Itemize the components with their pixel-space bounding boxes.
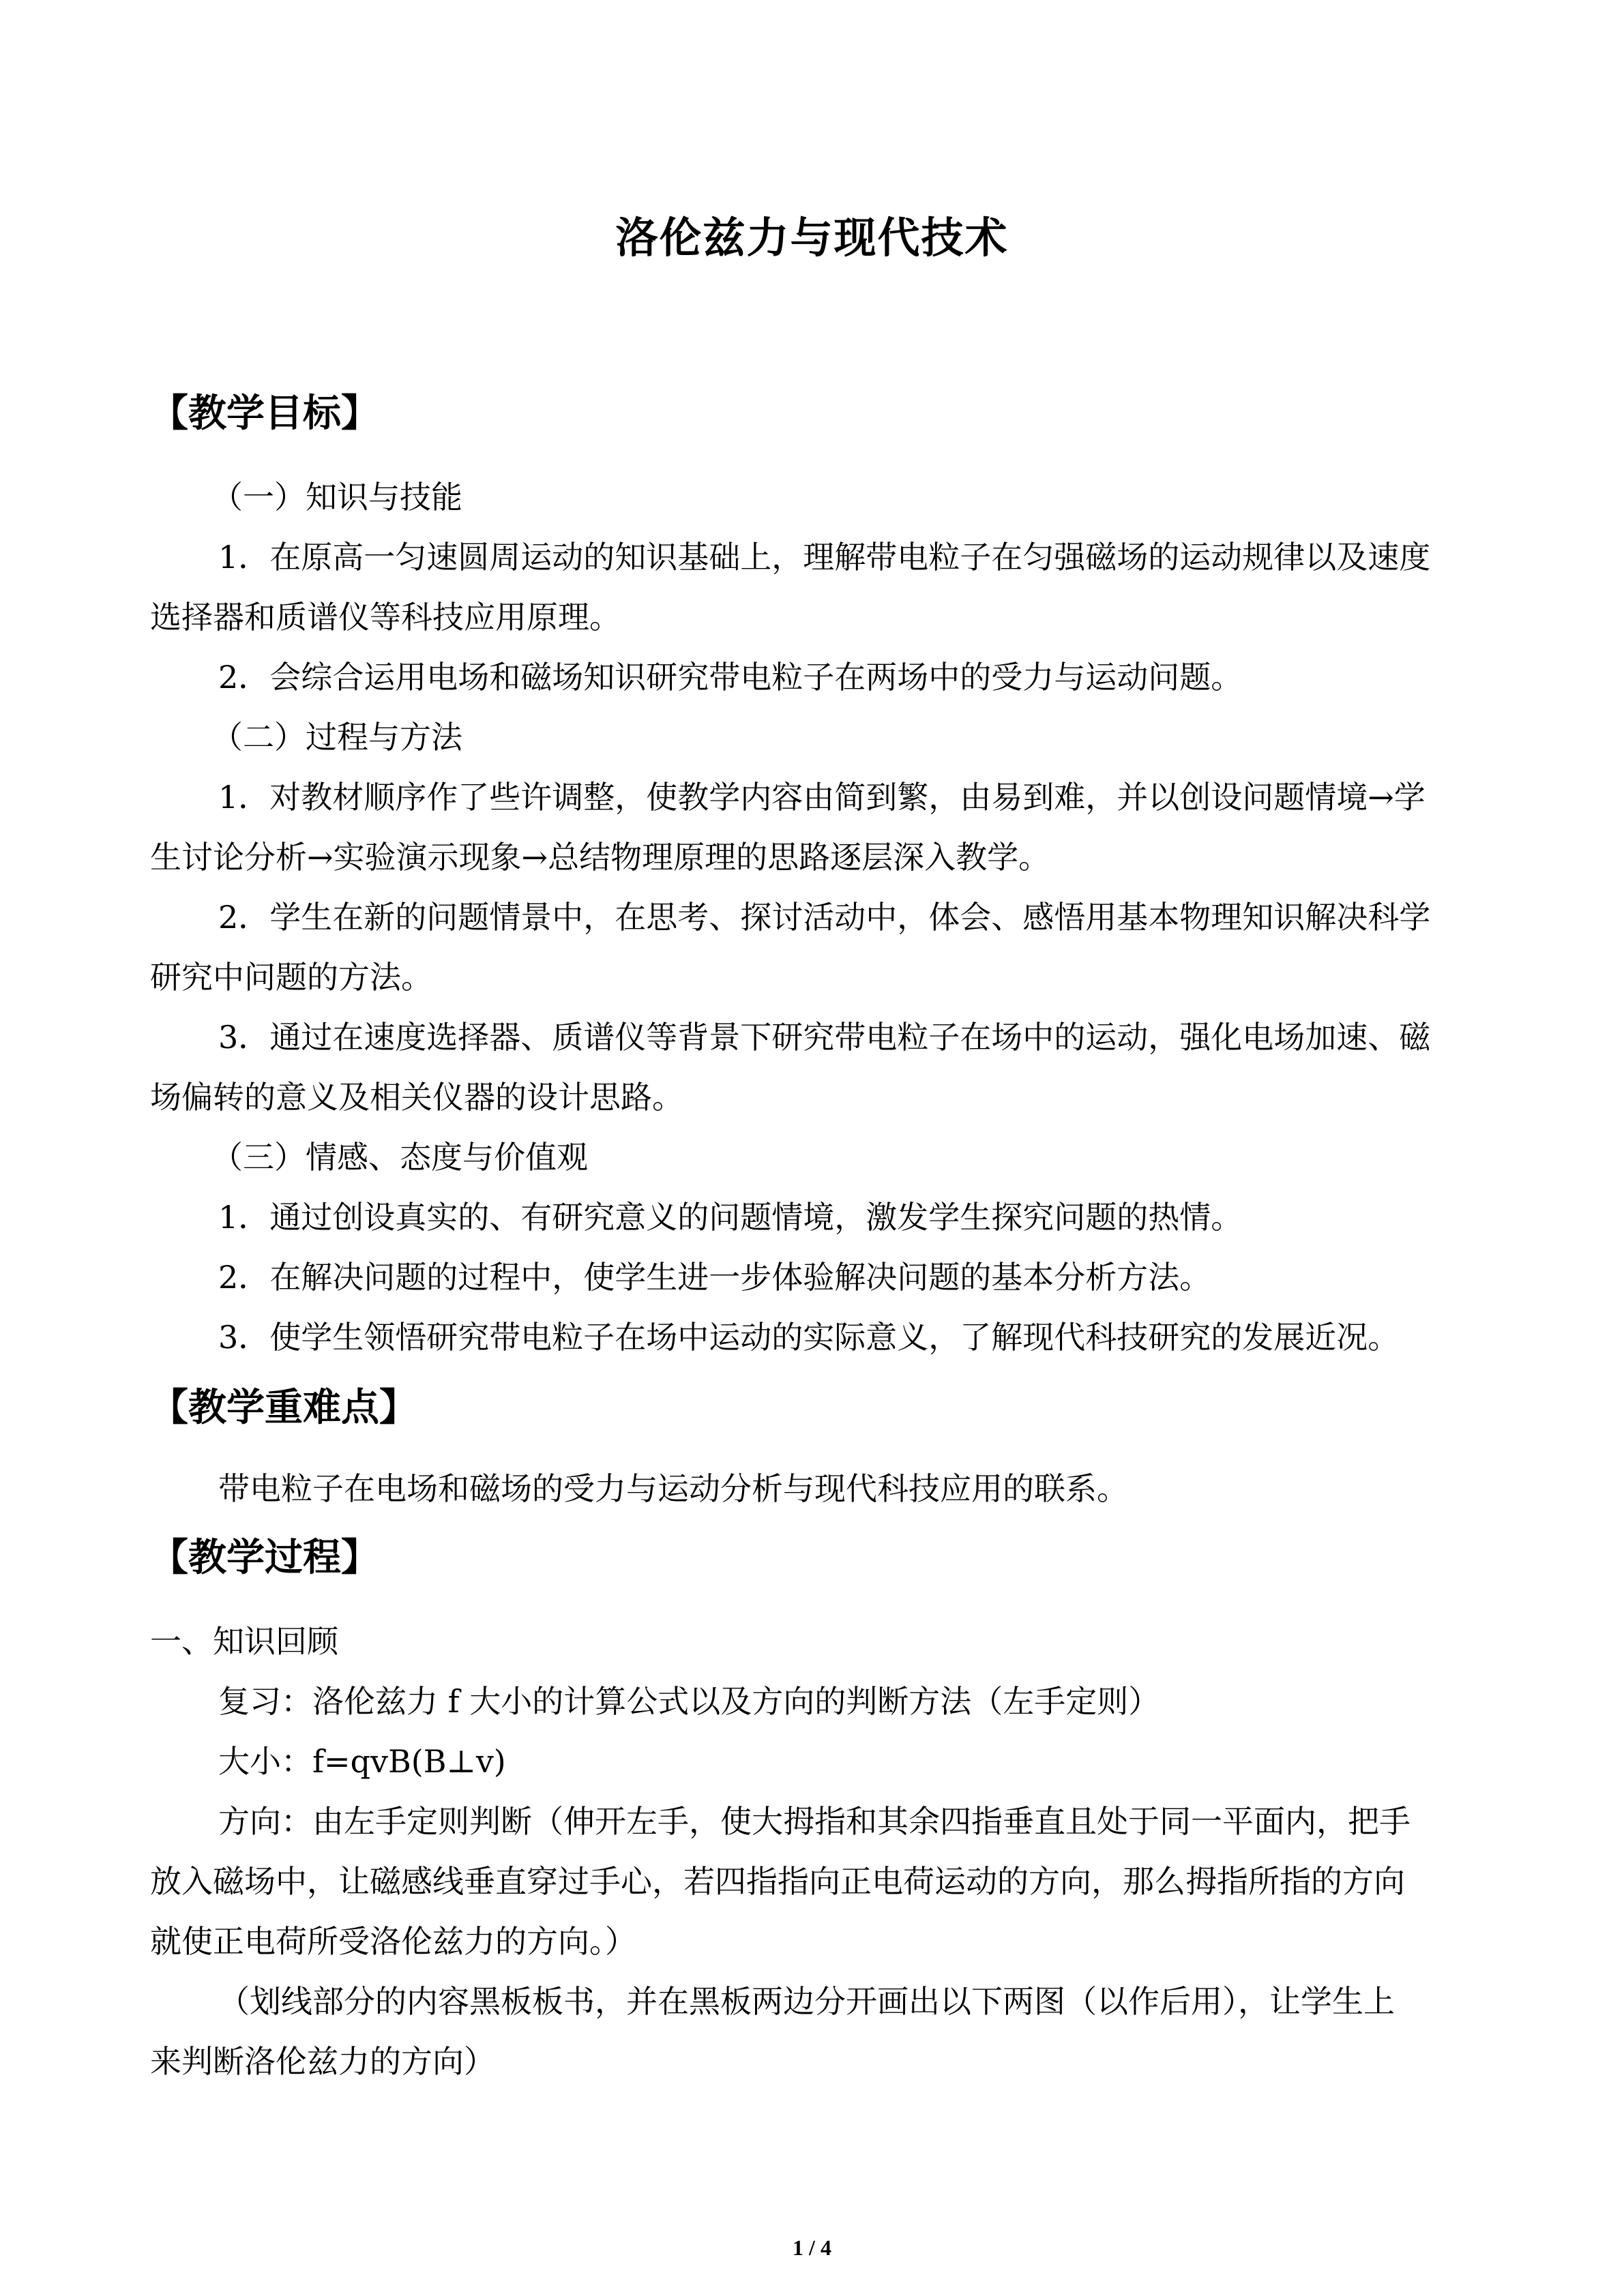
paragraph: 方向：由左手定则判断（伸开左手，使大拇指和其余四指垂直且处于同一平面内，把手 [218, 1803, 1411, 1840]
paragraph: 生讨论分析→实验演示现象→总结物理原理的思路逐层深入教学。 [150, 839, 1050, 876]
paragraph: 3．通过在速度选择器、质谱仪等背景下研究带电粒子在场中的运动，强化电场加速、磁 [218, 1019, 1431, 1056]
paragraph: 2．在解决问题的过程中，使学生进一步体验解决问题的基本分析方法。 [218, 1259, 1211, 1296]
page-number: 1 / 4 [793, 2235, 831, 2260]
paragraph: 1．在原高一匀速圆周运动的知识基础上，理解带电粒子在匀强磁场的运动规律以及速度 [218, 539, 1431, 576]
subheading-review: 一、知识回顾 [150, 1623, 338, 1660]
section-heading-key-points: 【教学重难点】 [150, 1385, 417, 1430]
paragraph: （划线部分的内容黑板板书，并在黑板两边分开画出以下两图（以作后用），让学生上 [218, 1983, 1395, 2020]
document-title: 洛伦兹力与现代技术 [615, 213, 1009, 263]
subheading-process-method: （二）过程与方法 [211, 719, 462, 756]
subheading-knowledge-skills: （一）知识与技能 [211, 479, 462, 516]
paragraph: 2．会综合运用电场和磁场知识研究带电粒子在两场中的受力与运动问题。 [218, 659, 1243, 696]
paragraph: 研究中问题的方法。 [150, 959, 432, 996]
paragraph: 1．通过创设真实的、有研究意义的问题情境，激发学生探究问题的热情。 [218, 1199, 1243, 1236]
paragraph: 就使正电荷所受洛伦兹力的方向。） [150, 1923, 636, 1960]
paragraph: 放入磁场中，让磁感线垂直穿过手心，若四指指向正电荷运动的方向，那么拇指所指的方向 [150, 1863, 1405, 1900]
section-heading-process: 【教学过程】 [150, 1535, 379, 1580]
paragraph: 来判断洛伦兹力的方向） [150, 2043, 495, 2080]
formula-line: 大小：f=qvB(B⊥v) [218, 1743, 506, 1780]
section-heading-objectives: 【教学目标】 [150, 391, 379, 436]
paragraph: 复习：洛伦兹力 f 大小的计算公式以及方向的判断方法（左手定则） [218, 1683, 1160, 1720]
paragraph: 2．学生在新的问题情景中，在思考、探讨活动中，体会、感悟用基本物理知识解决科学 [218, 899, 1431, 936]
subheading-emotion-values: （三）情感、态度与价值观 [211, 1139, 588, 1176]
paragraph: 场偏转的意义及相关仪器的设计思路。 [150, 1079, 683, 1116]
paragraph: 1．对教材顺序作了些许调整，使教学内容由简到繁，由易到难，并以创设问题情境→学 [218, 779, 1426, 816]
paragraph: 选择器和质谱仪等科技应用原理。 [150, 599, 621, 636]
paragraph: 带电粒子在电场和磁场的受力与运动分析与现代科技应用的联系。 [218, 1470, 1128, 1507]
paragraph: 3．使学生领悟研究带电粒子在场中运动的实际意义，了解现代科技研究的发展近况。 [218, 1319, 1400, 1356]
